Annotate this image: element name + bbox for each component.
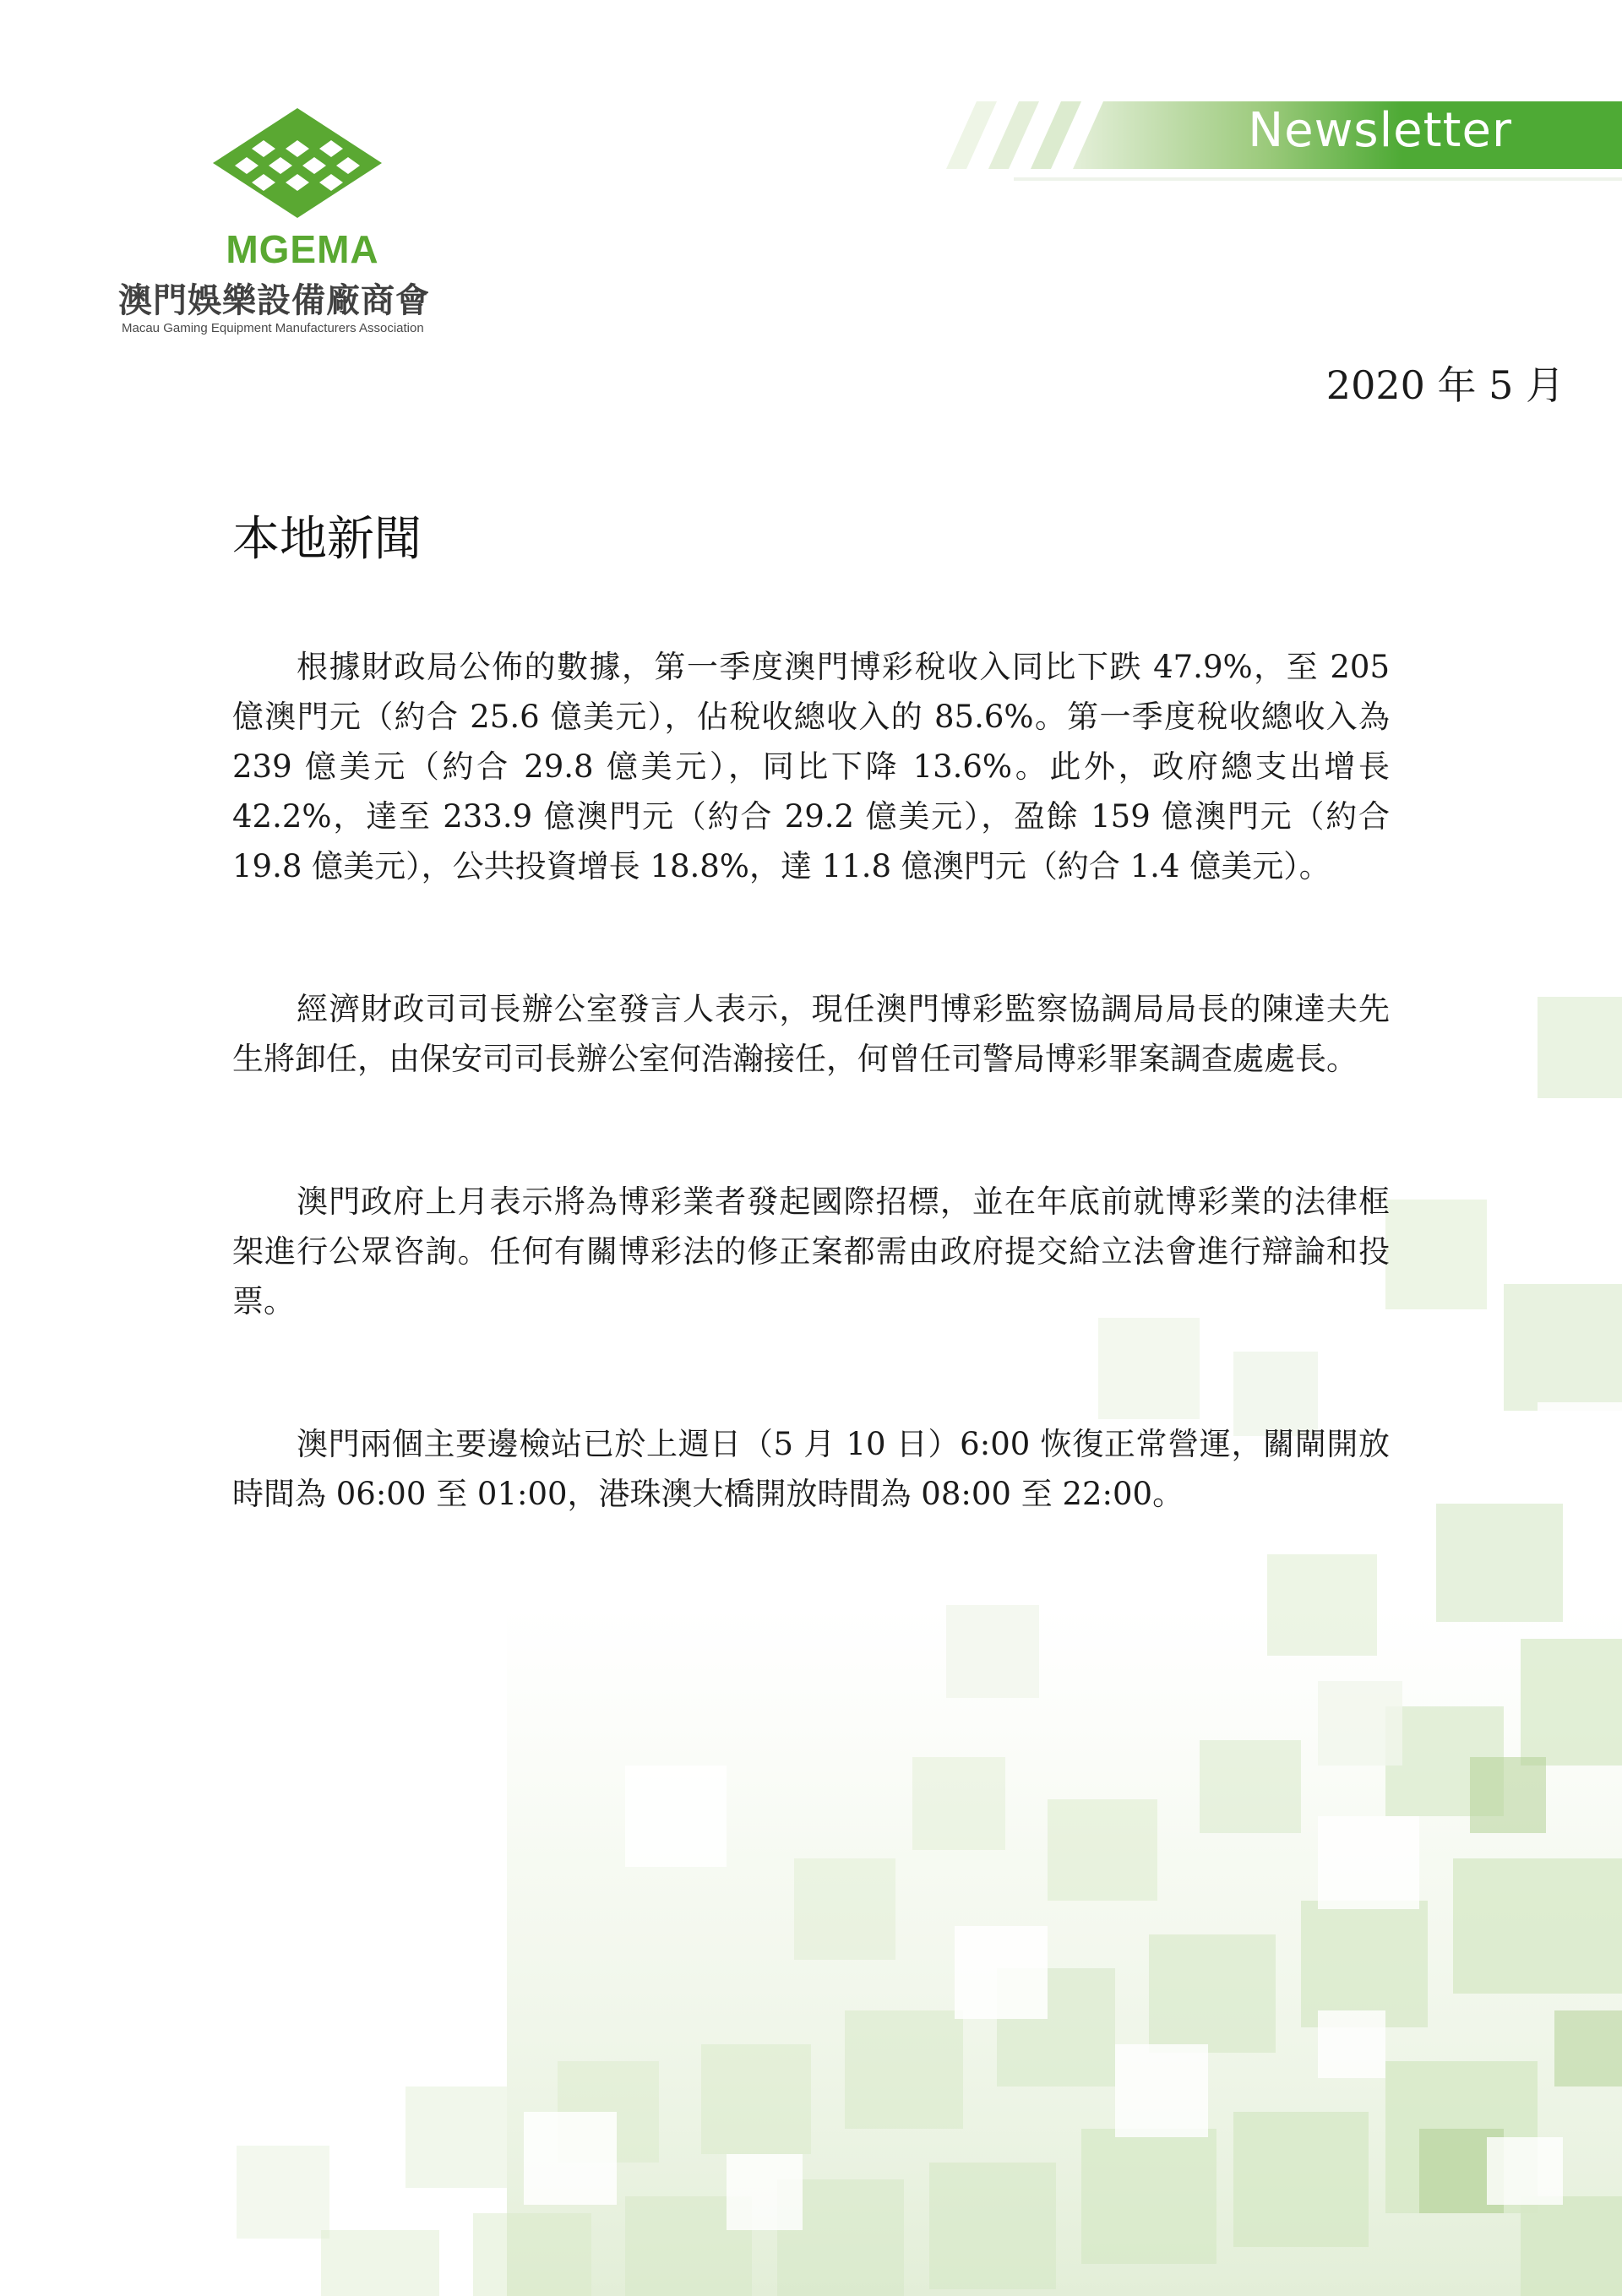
news-paragraph-gaming-tax: 根據財政局公佈的數據，第一季度澳門博彩稅收入同比下跌 47.9%，至 205 億澳門元（約合 25.6 億美元），佔稅收總收入的 85.6%。第一季度稅收總收入為 239 億美元（約合 29.8 億美元），同比下降 13.6%。此外，政府總支出增長 42.2%，達至 233.9 億澳門元（約合 29.2 億美元），盈餘 159 億澳門元（約合 19.8 億美元），公共投資增長 18.8%，達 11.8 億澳門元（約合 1.4 億美元）。 bbox=[232, 649, 1390, 884]
newsletter-label: Newsletter bbox=[1248, 103, 1512, 158]
mgema-diamond-logo-icon bbox=[213, 108, 382, 218]
news-paragraph-gaming-tender: 澳門政府上月表示將為博彩業者發起國際招標，並在年底前就博彩業的法律框架進行公眾咨詢。任何有關博彩法的修正案都需由政府提交給立法會進行辯論和投票。 bbox=[232, 1183, 1390, 1319]
logo-abbreviation: MGEMA bbox=[226, 227, 379, 271]
logo-chinese-name: 澳門娛樂設備廠商會 bbox=[118, 281, 430, 320]
news-paragraph-border-checkpoints: 澳門兩個主要邊檢站已於上週日（5 月 10 日）6:00 恢復正常營運，關閘開放時間為 06:00 至 01:00，港珠澳大橋開放時間為 08:00 至 22:00。 bbox=[232, 1426, 1390, 1512]
logo-english-name: Macau Gaming Equipment Manufacturers Association bbox=[122, 321, 424, 335]
section-heading-local-news: 本地新聞 bbox=[232, 512, 422, 567]
local-news-articles bbox=[232, 642, 1390, 1612]
news-paragraph-dicj-director: 經濟財政司司長辦公室發言人表示，現任澳門博彩監察協調局局長的陳達夫先生將卸任，由保安司司長辦公室何浩瀚接任，何曾任司警局博彩罪案調查處處長。 bbox=[232, 991, 1390, 1077]
issue-date: 2020 年 5 月 bbox=[1325, 362, 1565, 408]
newsletter-banner bbox=[929, 95, 1622, 188]
